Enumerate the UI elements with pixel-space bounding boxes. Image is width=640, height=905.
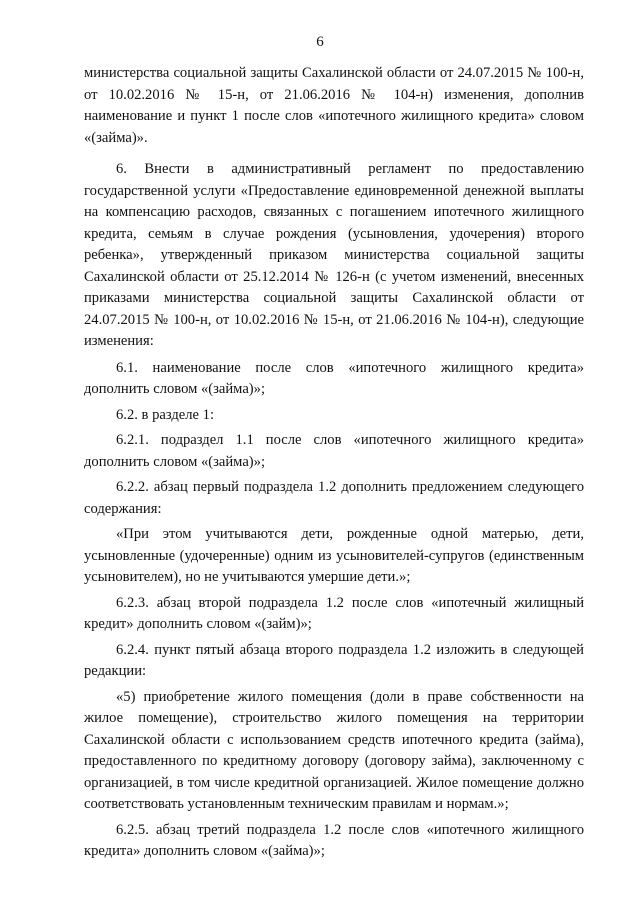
paragraph-item-6-2-1: 6.2.1. подраздел 1.1 после слов «ипотечного жилищного кредита» дополнить словом «(займа)»; xyxy=(84,432,584,470)
paragraph-continuation: министерства социальной защиты Сахалинской области от 24.07.2015 № 100-н, от 10.02.2016 № 15-н, от 21.06.2016 № 104-н) изменения, дополнив наименование и пункт 1 после слов «ипотечного жилищного кредита» словом «(займа)». xyxy=(84,65,584,146)
paragraph-item-6-2-5: 6.2.5. абзац третий подраздела 1.2 после слов «ипотечного жилищного кредита» дополнить словом «(займа)»; xyxy=(84,821,584,859)
paragraph-item-6-2-2: 6.2.2. абзац первый подраздела 1.2 дополнить предложением следующего содержания: xyxy=(84,479,584,517)
paragraph-quote-children: «При этом учитываются дети, рожденные одной матерью, дети, усыновленные (удочеренные) одним из усыновителей-супругов (единственным усыновителем), но не учитываются умершие дети.»; xyxy=(84,526,584,585)
document-body xyxy=(84,63,584,867)
paragraph-item-6-2-4: 6.2.4. пункт пятый абзаца второго подраздела 1.2 изложить в следующей редакции: xyxy=(84,641,584,679)
paragraph-item-6-2-3: 6.2.3. абзац второй подраздела 1.2 после слов «ипотечный жилищный кредит» дополнить словом «(займ)»; xyxy=(84,594,584,632)
paragraph-item-6-2: 6.2. в разделе 1: xyxy=(116,406,215,423)
paragraph-quote-housing: «5) приобретение жилого помещения (доли в праве собственности на жилое помещение), строительство жилого помещения на территории Сахалинской области с использованием средств ипотечного кредита (займа), предоставленного по кредитному договору (договору займа), заключенному с организацией, в том числе кредитной организацией. Жилое помещение должно соответствовать установленным техническим правилам и нормам.»; xyxy=(84,688,584,812)
paragraph-item-6: 6. Внести в административный регламент по предоставлению государственной услуги «Предоставление единовременной денежной выплаты на компенсацию расходов, связанных с погашением ипотечного жилищного кредита, семьям в случае рождения (усыновления, удочерения) второго ребенка», утвержденный приказом министерства социальной защиты Сахалинской области от 25.12.2014 № 126-н (с учетом изменений, внесенных приказами министерства социальной защиты Сахалинской области от 24.07.2015 № 100-н, от 10.02.2016 № 15-н, от 21.06.2016 № 104-н), следующие изменения: xyxy=(84,161,584,349)
paragraph-item-6-1: 6.1. наименование после слов «ипотечного жилищного кредита» дополнить словом «(займа)»; xyxy=(84,359,584,397)
page-number: 6 xyxy=(316,34,324,50)
